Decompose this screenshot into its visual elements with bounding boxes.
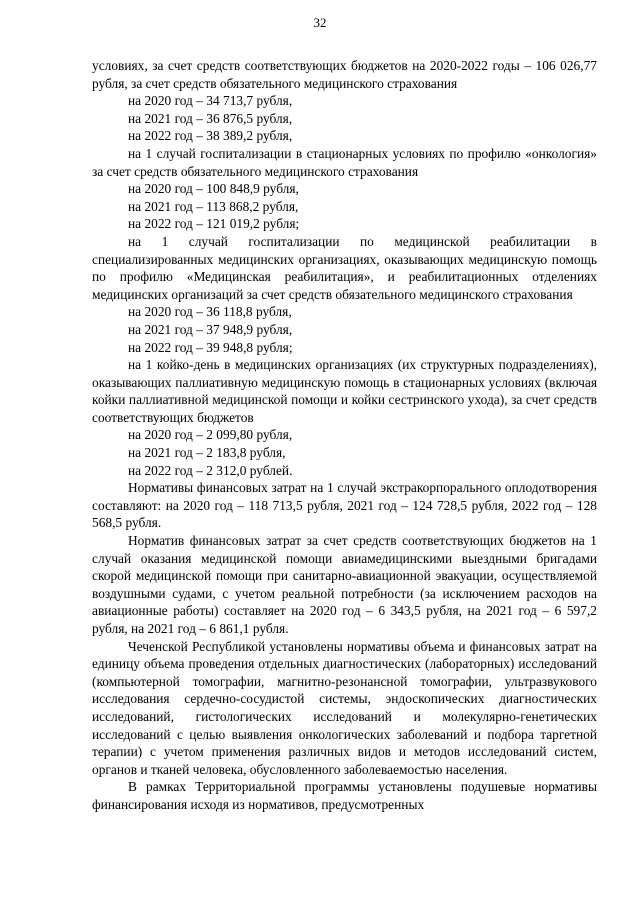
year-value-line: на 2020 год – 100 848,9 рубля, <box>128 181 299 197</box>
paragraph: на 1 случай госпитализации в стационарных условиях по профилю «онкология» за счет средств обязательного медицинского страхования <box>92 145 597 179</box>
paragraph: на 1 случай госпитализации по медицинской реабилитации в специализированных медицинских организациях, оказывающих медицинскую помощь по профилю «Медицинская реабилитация», и реабилитационных отделениях медицинских организаций за счет средств обязательного медицинского страхования <box>92 233 597 302</box>
paragraph: условиях, за счет средств соответствующих бюджетов на 2020-2022 годы – 106 026,77 рубля, за счет средств обязательного медицинского страхования <box>92 58 597 91</box>
year-value-line: на 2020 год – 36 118,8 рубля, <box>128 304 292 320</box>
paragraph: на 1 койко-день в медицинских организациях (их структурных подразделениях), оказывающих паллиативную медицинскую помощь в стационарных условиях (включая койки паллиативной медицинской помощи и койки сестринского ухода), за счет средств соответствующих бюджетов <box>92 357 597 425</box>
year-value-line: на 2021 год – 37 948,9 рубля, <box>128 321 293 337</box>
year-value-line: на 2020 год – 2 099,80 рубля, <box>128 427 293 443</box>
paragraph: Нормативы финансовых затрат на 1 случай экстракорпорального оплодотворения составляют: на 2020 год – 118 713,5 рубля, 2021 год – 124 728,5 рубля, 2022 год – 128 568,5 рубля. <box>92 480 597 531</box>
year-value-line: на 2021 год – 2 183,8 рубля, <box>128 445 286 461</box>
year-value-line: на 2021 год – 36 876,5 рубля, <box>128 110 293 126</box>
paragraph: Норматив финансовых затрат за счет средств соответствующих бюджетов на 1 случай оказания медицинской помощи авиамедицинскими выездными бригадами скорой медицинской помощи при санитарно-авиационной эвакуации, осуществляемой воздушными судами, с учетом реальной потребности (за исключением расходов на авиационные работы) составляет на 2020 год – 6 343,5 рубля, на 2021 год – 6 597,2 рубля, на 2021 год – 6 861,1 рубля. <box>92 533 597 636</box>
year-value-line: на 2022 год – 2 312,0 рублей. <box>128 462 293 478</box>
page-number: 32 <box>313 15 327 30</box>
year-value-line: на 2022 год – 121 019,2 рубля; <box>128 216 300 232</box>
year-value-line: на 2022 год – 38 389,2 рубля, <box>128 128 293 144</box>
document-body <box>92 57 597 814</box>
year-value-line: на 2020 год – 34 713,7 рубля, <box>128 93 293 109</box>
year-value-line: на 2022 год – 39 948,8 рубля; <box>128 339 293 355</box>
paragraph: В рамках Территориальной программы установлены подушевые нормативы финансирования исходя из нормативов, предусмотренных <box>92 779 597 812</box>
year-value-line: на 2021 год – 113 868,2 рубля, <box>128 198 299 214</box>
paragraph: Чеченской Республикой установлены нормативы объема и финансовых затрат на единицу объема проведения отдельных диагностических (лабораторных) исследований (компьютерной томографии, магнитно-резонансной томографии, ультразвукового исследования сердечно-сосудистой системы, эндоскопических диагностических исследований, гистологических исследований и молекулярно-генетических исследований с целью выявления онкологических заболеваний и подбора таргетной терапии) с учетом применения различных видов и методов исследований систем, органов и тканей человека, обусловленного заболеваемостью населения. <box>92 638 597 777</box>
